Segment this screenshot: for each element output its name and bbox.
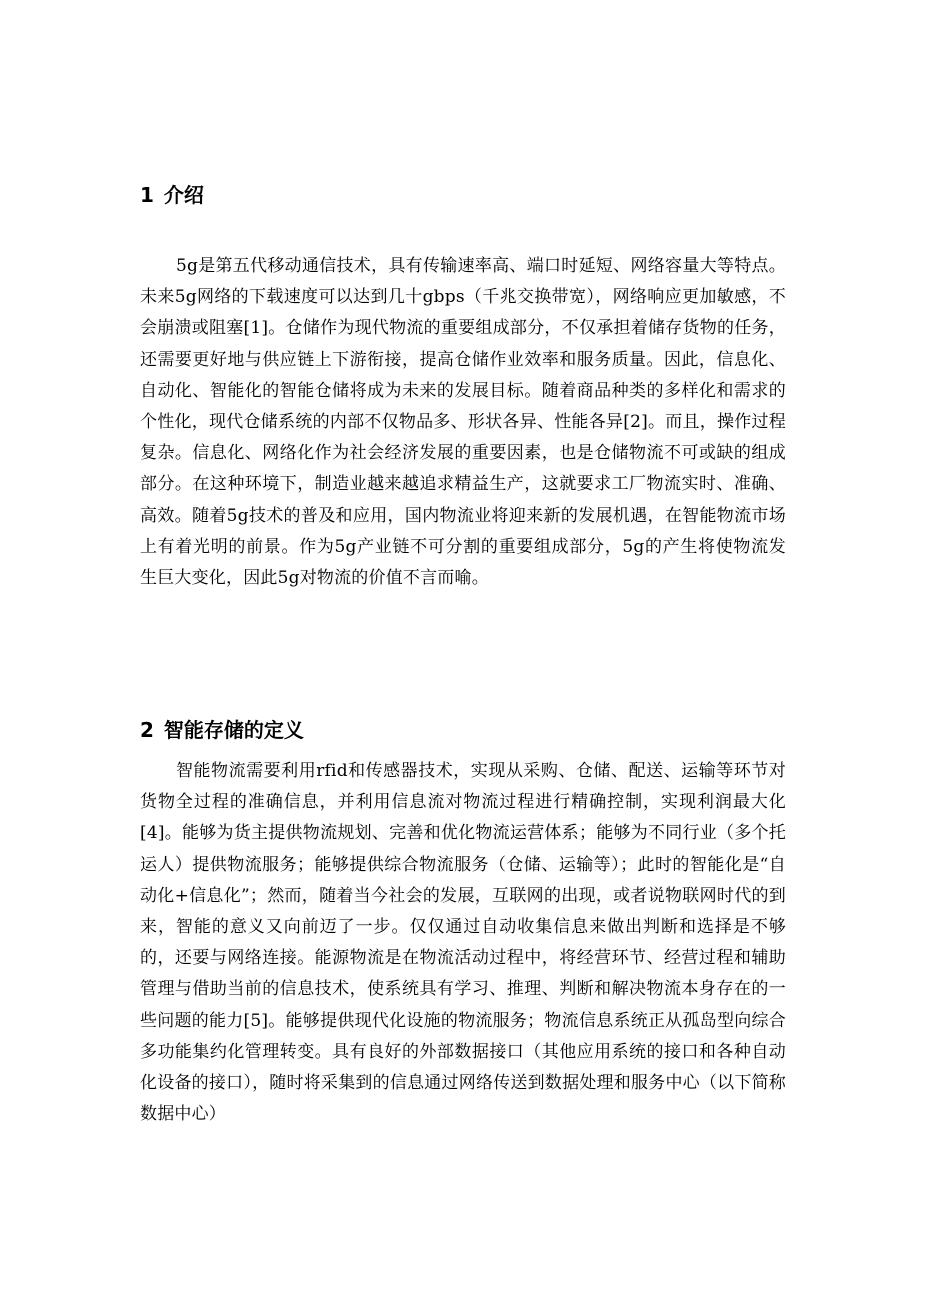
body-paragraph: 5g是第五代移动通信技术，具有传输速率高、端口时延短、网络容量大等特点。未来5g网络的下载速度可以达到几十gbps（千兆交换带宽），网络响应更加敏感，不会崩溃或阻塞[1]。仓储作为现代物流的重要组成部分，不仅承担着储存货物的任务，还需要更好地与供应链上下游衔接，提高仓储作业效率和服务质量。因此，信息化、自动化、智能化的智能仓储将成为未来的发展目标。随着商品种类的多样化和需求的个性化，现代仓储系统的内部不仅物品多、形状各异、性能各异[2]。而且，操作过程复杂。信息化、网络化作为社会经济发展的重要因素，也是仓储物流不可或缺的组成部分。在这种环境下，制造业越来越追求精益生产，这就要求工厂物流实时、准确、高效。随着5g技术的普及和应用，国内物流业将迎来新的发展机遇，在智能物流市场上有着光明的前景。作为5g产业链不可分割的重要组成部分，5g的产生将使物流发生巨大变化，因此5g对物流的价值不言而喻。 — [140, 256, 786, 589]
section-introduction — [140, 183, 786, 594]
section-title: 智能存储的定义 — [163, 718, 304, 742]
section-heading — [140, 718, 786, 742]
section-number: 2 — [140, 718, 154, 742]
section-heading — [140, 183, 786, 207]
section-title: 介绍 — [163, 183, 204, 207]
section-smart-storage-definition — [140, 718, 786, 1130]
body-paragraph: 智能物流需要利用rfid和传感器技术，实现从采购、仓储、配送、运输等环节对货物全过程的准确信息，并利用信息流对物流过程进行精确控制，实现利润最大化[4]。能够为货主提供物流规划、完善和优化物流运营体系；能够为不同行业（多个托运人）提供物流服务；能够提供综合物流服务（仓储、运输等）；此时的智能化是“自动化+信息化”；然而，随着当今社会的发展，互联网的出现，或者说物联网时代的到来，智能的意义又向前迈了一步。仅仅通过自动收集信息来做出判断和选择是不够的，还要与网络连接。能源物流是在物流活动过程中，将经营环节、经营过程和辅助管理与借助当前的信息技术，使系统具有学习、推理、判断和解决物流本身存在的一些问题的能力[5]。能够提供现代化设施的物流服务；物流信息系统正从孤岛型向综合多功能集约化管理转变。具有良好的外部数据接口（其他应用系统的接口和各种自动化设备的接口），随时将采集到的信息通过网络传送到数据处理和服务中心（以下简称数据中心） — [140, 761, 786, 1125]
section-number: 1 — [140, 183, 154, 207]
